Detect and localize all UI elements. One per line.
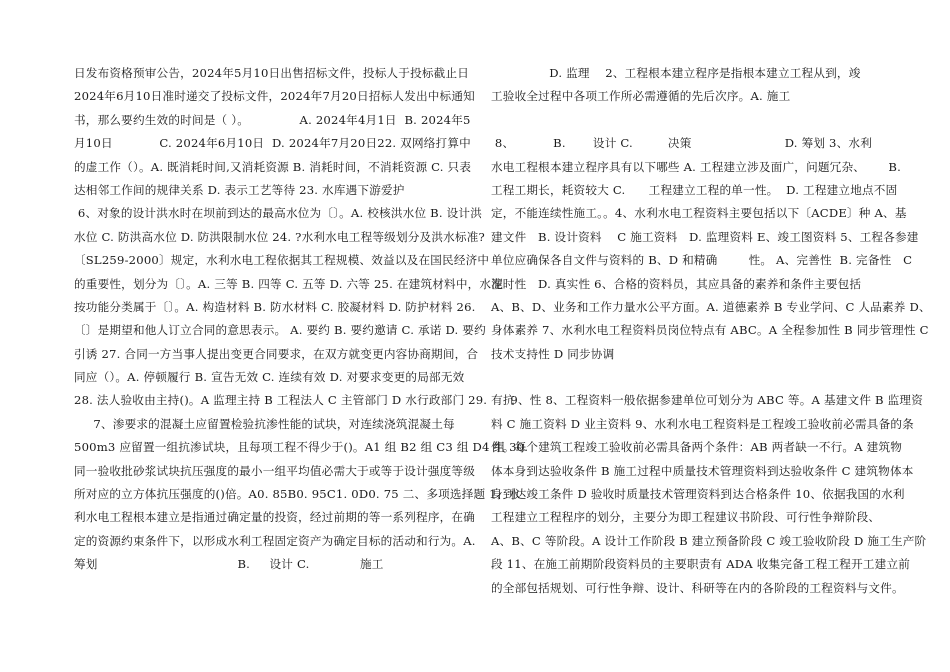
text-line: 技术支持性 D 同步协调: [491, 346, 615, 361]
text-line: 水电工程根本建立程序具有以下哪些 A. 工程建立涉及面广，问题冗杂、 B.: [491, 159, 901, 174]
text-line: 达相邻工作间的规律关系 D. 表示工艺等待 23. 水库遇下游爱护: [74, 182, 405, 197]
text-line: A、B、C 等阶段。A 设计工作阶段 B 建立预备阶段 C 竣工验收阶段 D 施工生产阶: [491, 533, 927, 548]
text-line: 工程建立工程程序的划分，主要分为即工程建议书阶段、可行性争辩阶段、: [491, 510, 881, 525]
text-line: 身体素养 7、水利水电工程资料员岗位特点有 ABC。A 全程参加性 B 同步管理性 C: [491, 323, 929, 338]
text-line: 日发布资格预审公告，2024年5月10日出售招标文件，投标人于投标截止日: [74, 66, 470, 80]
text-line: 件。每个建筑工程竣工验收前必需具备两个条件：AB 两者缺一不行。A 建筑物: [491, 440, 903, 455]
text-line: 同一验收批砂浆试块抗压强度的最小一组平均值必需大于或等于设计强度等级: [74, 463, 475, 478]
left-text-column: [74, 62, 529, 577]
text-line: [491, 366, 883, 389]
text-line: 〔SL259-2000〕规定，水利水电工程依据其工程规模、效益以及在国民经济中: [74, 253, 490, 268]
text-line: [491, 109, 883, 132]
text-line: 按功能分类属于〔〕。A. 构造材料 B. 防水材料 C. 胶凝材料 D. 防护材料 26.: [74, 299, 476, 314]
text-line: 28. 法人验收由主持()。A 监理主持 B 工程法人 C 主管部门 D 水行政部门 29. 有抗: [74, 393, 515, 408]
text-line: 500m3 应留置一组抗渗试块，且每项工程不得少于()。A1 组 B2 组 C3 组 D4 组 30.: [74, 440, 529, 455]
text-line: 引诱 27. 合同一方当事人提出变更合同要求，在双方就变更内容协商期间，合: [74, 346, 479, 361]
text-line: 8、 B. 设计 C. 决策 D. 筹划 3、水利: [491, 136, 873, 151]
text-line: D. 监理 2、工程根本建立程序是指根本建立工程从到，竣: [491, 66, 861, 80]
text-line: 2024年6月10日准时递交了投标文件，2024年7月20日招标人发出中标通知: [74, 89, 475, 104]
text-line: 料 C 施工资料 D 业主资料 9、水利水电工程资料是工程竣工验收前必需具备的条: [491, 416, 914, 431]
text-line: 准时性 D. 真实性 6、合格的资料员，其应具备的素养和条件主要包括: [491, 276, 862, 291]
text-line: 月10日 C. 2024年6月10日 D. 2024年7月20日22. 双网络打算中: [74, 136, 471, 151]
text-line: 定，不能连续性施工。。4、水利水电工程资料主要包括以下〔ACDE〕种 A、基: [491, 206, 907, 221]
text-line: 7、渗要求的混凝土应留置检验抗渗性能的试块，对连续浇筑混凝土每: [74, 416, 455, 431]
text-line: 单位应确保各自文件与资料的 B、D 和精确 性。 A、完善性 B. 完备性 C: [491, 253, 913, 268]
text-line: 筹划 B. 设计 C. 施工: [74, 557, 384, 572]
text-line: 书，那么要约生效的时间是（ ）。 A. 2024年4月1日 B. 2024年5: [74, 112, 471, 127]
right-text-column: [491, 62, 931, 600]
text-line: 段 11、在施工前期阶段资料员的主要职责有 ADA 收集完备工程工程开工建立前: [491, 557, 911, 572]
text-line: 的全部包括规划、可行性争辩、设计、科研等在内的各阶段的工程资料与文件。: [491, 580, 904, 595]
text-line: 定的资源约束条件下，以形成水利工程固定资产为确定目标的活动和行为。A.: [74, 533, 476, 548]
text-line: 的虚工作（）。A. 既消耗时间,又消耗资源 B. 消耗时间，不消耗资源 C. 只表: [74, 159, 472, 174]
text-line: 建文件 B. 设计资料 C 施工资料 D. 监理资料 E、竣工图资料 5、工程各参建: [491, 229, 919, 244]
text-line: 6、对象的设计洪水时在坝前到达的最高水位为〔〕。A. 校核洪水位 B. 设计洪: [74, 206, 482, 221]
text-line: 水位 C. 防洪高水位 D. 防洪限制水位 24. ?水利水电工程等级划分及洪水标准?: [74, 229, 485, 244]
text-line: 利水电工程根本建立是指通过确定量的投资，经过前期的等一系列程序，在确: [74, 510, 475, 525]
text-line: 所对应的立方体抗压强度的()倍。A0. 85B0. 95C1. 0D0. 75 二、多项选择题 1、水: [74, 487, 521, 502]
text-line: 同应（）。A. 停顿履行 B. 宣告无效 C. 连续有效 D. 对要求变更的局部无效: [74, 370, 465, 385]
text-line: 身到达竣工条件 D 验收时质量技术管理资料到达合格条件 10、依据我国的水利: [491, 487, 905, 502]
text-line: 9、性 8、工程资料一般依据参建单位可划分为 ABC 等。A 基建文件 B 监理资: [491, 393, 923, 408]
text-line: 〔〕是期望和他人订立合同的意思表示。 A. 要约 B. 要约邀请 C. 承诺 D. 要约: [74, 323, 486, 338]
text-line: 工程工期长，耗资较大 C. 工程建立工程的单一性。 D. 工程建立地点不固: [491, 182, 898, 197]
text-line: 的重要性，划分为〔〕。A. 三等 B. 四等 C. 五等 D. 六等 25. 在建筑材料中，水泥: [74, 276, 504, 291]
text-line: A、B、D、业务和工作力量水公平方面。A. 道德素养 B 专业学问、C 人品素养 D、: [491, 299, 931, 314]
text-line: 体本身到达验收条件 B 施工过程中质量技术管理资料到达验收条件 C 建筑物体本: [491, 463, 914, 478]
text-line: 工验收全过程中各项工作所必需遵循的先后次序。A. 施工: [491, 89, 791, 104]
